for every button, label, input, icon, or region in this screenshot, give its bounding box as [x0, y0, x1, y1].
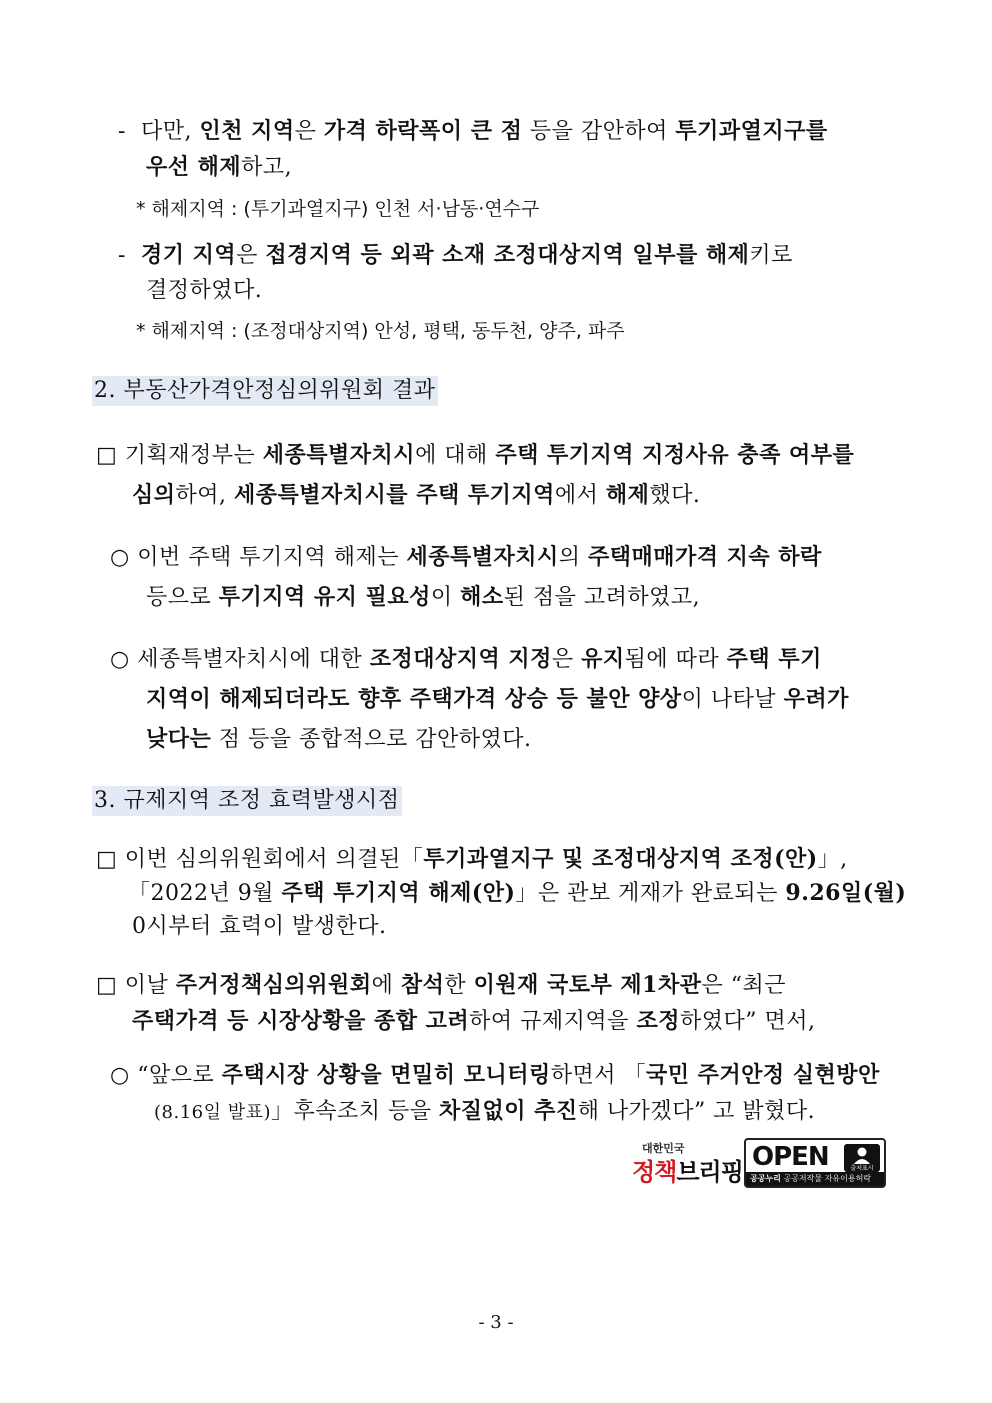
- person-attribution-icon: [844, 1144, 880, 1172]
- dash-item-incheon-cont: 우선 해제하고,: [146, 154, 293, 180]
- note-incheon: * 해제지역 : (투기과열지구) 인천 서·남동·연수구: [136, 198, 540, 220]
- dash-marker: -: [118, 119, 126, 144]
- checkbox-marker: □: [96, 973, 118, 998]
- paragraph-deliberation: □ 기획재정부는 세종특별자치시에 대해 주택 투기지역 지정사유 충족 여부를: [96, 442, 855, 468]
- footer-logos: 대한민국 정책브리핑 OPEN 출처표시 공공누리 공공저작물 자유이용허락: [632, 1138, 888, 1190]
- dash-item-incheon: - 다만, 인천 지역은 가격 하락폭이 큰 점 등을 감안하여 투기과열지구를: [118, 118, 828, 144]
- note-gyeonggi: * 해제지역 : (조정대상지역) 안성, 평택, 동두천, 양주, 파주: [136, 320, 625, 342]
- bullet-reason-1-cont: 등으로 투기지역 유지 필요성이 해소된 점을 고려하였고,: [146, 584, 701, 610]
- paragraph-effective-date-cont2: 0시부터 효력이 발생한다.: [132, 914, 387, 939]
- paragraph-deliberation-cont: 심의하여, 세종특별자치시를 주택 투기지역에서 해제했다.: [132, 482, 701, 508]
- paragraph-effective-date: □ 이번 심의위원회에서 의결된「투기과열지구 및 조정대상지역 조정(안)」,: [96, 846, 848, 872]
- open-badge-label: 출처표시: [850, 1165, 874, 1172]
- section-heading-3: 3. 규제지역 조정 효력발생시점: [92, 786, 402, 816]
- bullet-quote: ○ “앞으로 주택시장 상황을 면밀히 모니터링하면서 「국민 주거안정 실현방안: [110, 1062, 880, 1088]
- paragraph-vice-minister: □ 이날 주거정책심의위원회에 참석한 이원재 국토부 제1차관은 “최근: [96, 972, 786, 998]
- paragraph-vice-minister-cont: 주택가격 등 시장상황을 종합 고려하여 규제지역을 조정하였다” 면서,: [132, 1008, 816, 1034]
- dash-marker: -: [118, 243, 126, 268]
- circle-marker: ○: [110, 1063, 130, 1088]
- section-heading-2: 2. 부동산가격안정심의위원회 결과: [92, 376, 438, 406]
- dash-item-gyeonggi: - 경기 지역은 접경지역 등 외곽 소재 조정대상지역 일부를 해제키로: [118, 242, 793, 268]
- checkbox-marker: □: [96, 847, 118, 872]
- bullet-reason-2-cont2: 낮다는 점 등을 종합적으로 감안하였다.: [146, 726, 532, 752]
- checkbox-marker: □: [96, 443, 118, 468]
- kogl-open-license-logo: OPEN 출처표시 공공누리 공공저작물 자유이용허락: [744, 1138, 886, 1188]
- bullet-reason-1: ○ 이번 주택 투기지역 해제는 세종특별자치시의 주택매매가격 지속 하락: [110, 544, 822, 570]
- dash-item-gyeonggi-cont: 결정하였다.: [146, 278, 263, 303]
- circle-marker: ○: [110, 647, 130, 672]
- bullet-quote-cont: (8.16일 발표)」후속조치 등을 차질없이 추진해 나가겠다” 고 밝혔다.: [154, 1098, 816, 1124]
- circle-marker: ○: [110, 545, 130, 570]
- bullet-reason-2: ○ 세종특별자치시에 대한 조정대상지역 지정은 유지됨에 따라 주택 투기: [110, 646, 822, 672]
- bullet-reason-2-cont: 지역이 해제되더라도 향후 주택가격 상승 등 불안 양상이 나타날 우려가: [146, 686, 849, 712]
- page-number: - 3 -: [478, 1312, 514, 1333]
- paragraph-effective-date-cont: 「2022년 9월 주택 투기지역 해제(안)」은 관보 게재가 완료되는 9.26일(월): [128, 880, 907, 906]
